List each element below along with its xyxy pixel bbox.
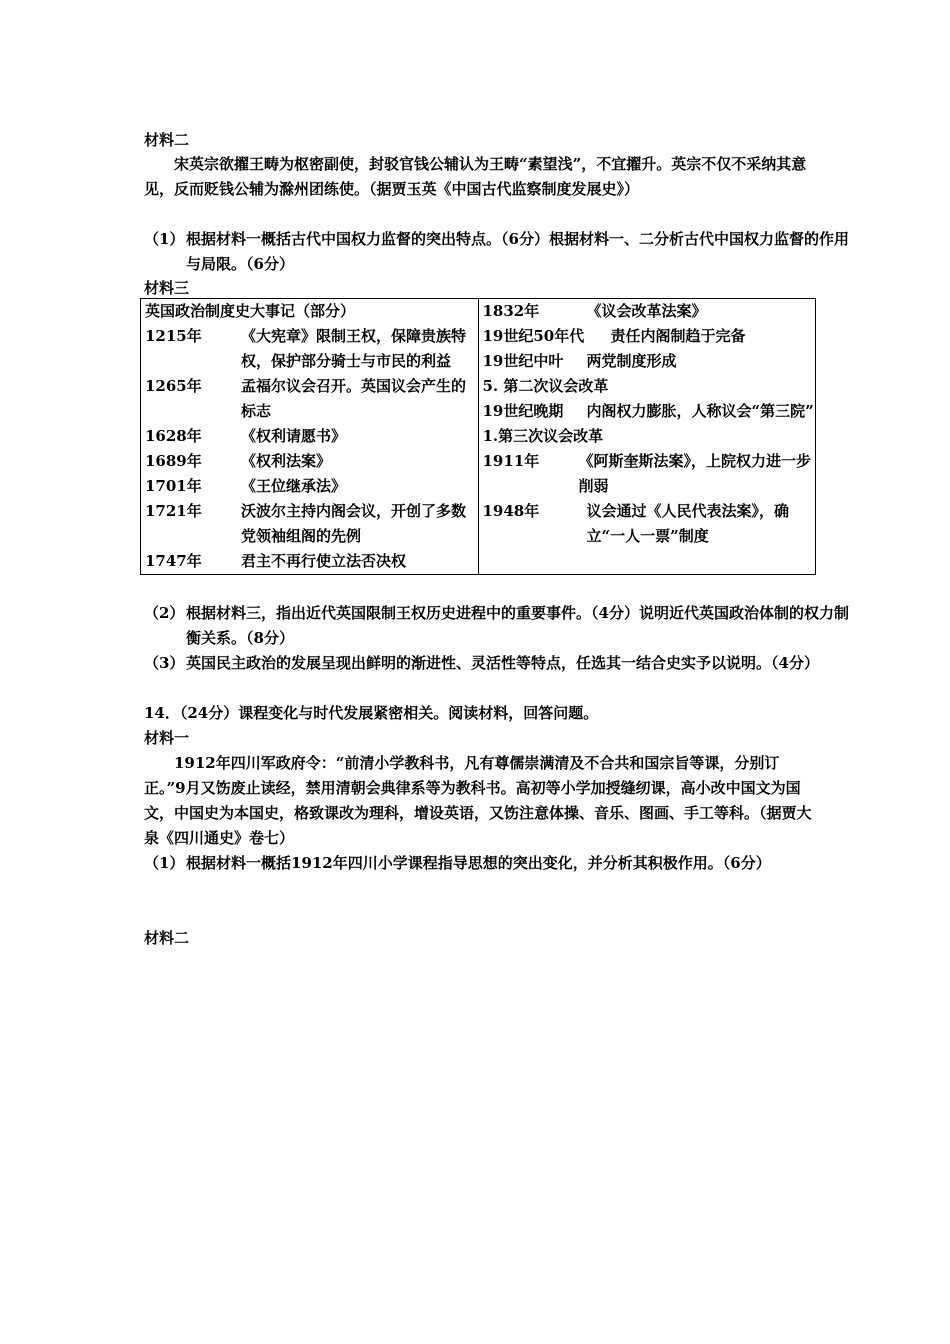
event-year: 1747年 — [145, 552, 202, 570]
events-table-title: 英国政治制度史大事记（部分） — [145, 302, 356, 320]
event-desc: 孟福尔议会召开。英国议会产生的标志 — [241, 377, 467, 420]
event-year: 1265年 — [145, 377, 202, 395]
question-14-intro: 14．（24分）课程变化与时代发展紧密相关。阅读材料，回答问题。 — [144, 704, 599, 722]
event-year: 1948年 — [482, 502, 540, 520]
question-1-number: （1） — [144, 230, 185, 248]
question-3-text: 英国民主政治的发展呈现出鲜明的渐进性、灵活性等特点，任选其一结合史实予以说明。（4分） — [186, 654, 819, 672]
question-1-text: 根据材料一概括古代中国权力监督的突出特点。（6分）根据材料一、二分析古代中国权力监督的作用与局限。（6分） — [186, 230, 849, 273]
event-row — [479, 499, 816, 549]
event-year: 1832年 — [482, 302, 540, 320]
event-year: 1911年 — [482, 452, 540, 470]
event-row — [479, 299, 816, 324]
question-2-text: 根据材料三，指出近代英国限制王权历史进程中的重要事件。（4分）说明近代英国政治体制的权力制衡关系。（8分） — [186, 604, 849, 647]
question-1 — [144, 227, 856, 277]
event-row — [141, 374, 478, 424]
event-row — [479, 349, 816, 374]
event-desc: 君主不再行使立法否决权 — [241, 552, 407, 570]
material2-heading: 材料二 — [144, 131, 190, 149]
events-right-column — [478, 299, 816, 575]
event-desc: 沃波尔主持内阁会议，开创了多数党领袖组阁的先例 — [241, 502, 467, 545]
event-row — [479, 424, 816, 449]
question-2-number: （2） — [144, 604, 185, 622]
event-row — [479, 399, 816, 424]
event-year: 19世纪中叶 — [482, 352, 564, 370]
events-left-column — [141, 299, 479, 575]
event-desc: 责任内阁制趋于完备 — [610, 327, 746, 345]
event-desc: 内阁权力膨胀，人称议会“第三院” — [586, 402, 814, 420]
event-row — [141, 549, 478, 574]
event-desc: 《议会改革法案》 — [586, 302, 707, 320]
event-year: 19世纪晚期 — [482, 402, 564, 420]
event-row — [479, 324, 816, 349]
events-table — [140, 298, 816, 575]
event-year: 19世纪50年代 — [482, 327, 585, 345]
material1-heading: 材料一 — [144, 729, 190, 747]
event-row — [141, 499, 478, 549]
event-desc: 《权利请愿书》 — [241, 427, 347, 445]
event-row — [141, 474, 478, 499]
material1-text: 1912年四川军政府令：“前清小学教科书，凡有尊儒崇满清及不合共和国宗旨等课，分别订正。”9月又饬废止读经，禁用清朝会典律系等为教科书。高初等小学加授缝纫课，高小改中国文为国文，中国史为本国史，格致课改为理科，增设英语，又饬注意体操、音乐、图画、手工等科。（据贾大泉《四川通史》卷七） — [144, 754, 812, 847]
event-row — [141, 324, 478, 374]
material2-text: 宋英宗欲擢王畴为枢密副使，封驳官钱公辅认为王畴“素望浅”，不宜擢升。英宗不仅不采纳其意见，反而贬钱公辅为滁州团练使。（据贾玉英《中国古代监察制度发展史》） — [144, 155, 807, 198]
event-row — [479, 374, 816, 399]
material3-heading: 材料三 — [144, 279, 190, 297]
event-year: 1721年 — [145, 502, 202, 520]
event-row — [479, 449, 816, 499]
question-14-1-text: 根据材料一概括1912年四川小学课程指导思想的突出变化，并分析其积极作用。（6分） — [186, 854, 771, 872]
event-row — [141, 449, 478, 474]
event-year: 1215年 — [145, 327, 202, 345]
question-3-number: （3） — [144, 654, 185, 672]
event-desc: 《权利法案》 — [241, 452, 332, 470]
question-14-1 — [144, 851, 856, 876]
question-2 — [144, 601, 856, 651]
event-desc: 《王位继承法》 — [241, 477, 347, 495]
event-year: 1628年 — [145, 427, 202, 445]
event-row — [141, 424, 478, 449]
material2b-heading: 材料二 — [144, 929, 190, 947]
event-year: 1689年 — [145, 452, 202, 470]
question-14-1-number: （1） — [144, 854, 185, 872]
event-desc: 议会通过《人民代表法案》，确立“一人一票”制度 — [586, 502, 790, 545]
event-year: 1701年 — [145, 477, 202, 495]
question-3 — [144, 651, 856, 676]
event-desc: 两党制度形成 — [586, 352, 677, 370]
event-desc: 《阿斯奎斯法案》，上院权力进一步削弱 — [578, 452, 812, 495]
event-desc: 《大宪章》限制王权，保障贵族特权，保护部分骑士与市民的利益 — [241, 327, 467, 370]
event-desc: 1.第三次议会改革 — [482, 427, 604, 445]
event-desc: 5. 第二次议会改革 — [482, 377, 609, 395]
